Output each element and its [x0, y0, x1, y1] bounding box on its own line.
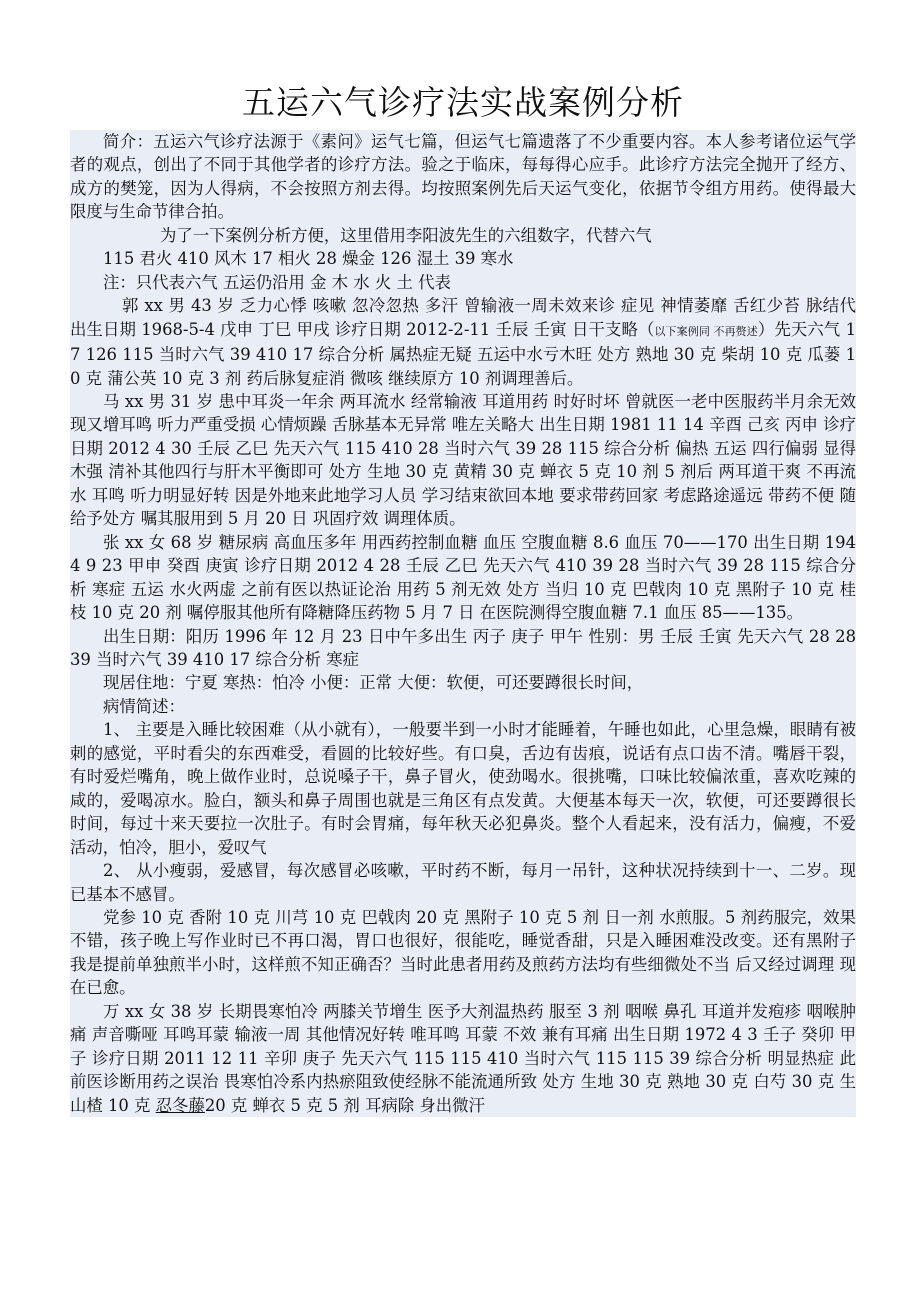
case-wan-underlined-herb: 忍冬藤	[155, 1095, 205, 1115]
case-guo-paragraph	[70, 294, 856, 390]
case-wan-paragraph	[70, 1000, 856, 1117]
five-phase-note-paragraph: 注：只代表六气 五运仍沿用 金 木 水 火 土 代表	[70, 271, 856, 294]
case-zhang-paragraph: 张 xx 女 68 岁 糖尿病 高血压多年 用西药控制血糖 血压 空腹血糖 8.6 血压 70——170 出生日期 1944 9 23 甲申 癸酉 庚寅 诊疗日期 2012 4 28 壬辰 乙巳 先天六气 410 39 28 当时六气 39 28 115 综合分析 寒症 五运 水火两虚 之前有医以热证论治 用药 5 剂无效 处方 当归 10 克 巴戟肉 10 克 黑附子 10 克 桂枝 10 克 20 剂 嘱停服其他所有降糖降压药物 5 月 7 日 在医院测得空腹血糖 7.1 血压 85——135。	[70, 531, 856, 625]
document-page	[70, 78, 856, 1117]
case-child-birth-paragraph: 出生日期：阳历 1996 年 12 月 23 日中午多出生 丙子 庚子 甲午 性别：男 壬辰 壬寅 先天六气 28 28 39 当时六气 39 410 17 综合分析 寒症	[70, 625, 856, 672]
case-guo-small-note: 以下案例同 不再赘述	[654, 324, 758, 338]
case-wan-text-part1: 万 xx 女 38 岁 长期畏寒怕冷 两膝关节增生 医予大剂温热药 服至 3 剂 咽喉 鼻孔 耳道并发疱疹 咽喉肿痛 声音嘶哑 耳鸣耳蒙 输液一周 其他情况好转 唯耳鸣 耳蒙 不效 兼有耳痛 出生日期 1972 4 3 壬子 癸卯 甲子 诊疗日期 2011 12 11 辛卯 庚子 先天六气 115 115 410 当时六气 115 115 39 综合分析 明显热症 此前医诊断用药之误治 畏寒怕冷系内热瘀阻致使经脉不能流通所致 处方 生地 30 克 熟地 30 克 白芍 30 克 生山楂 10 克	[70, 1001, 856, 1115]
case-guo-text-part1: 郭 xx 男 43 岁 乏力心悸 咳嗽 忽冷忽热 多汗 曾输液一周未效来诊 症见 神情萎靡 舌红少苔 脉结代 出生日期 1968-5-4 戊申 丁巳 甲戌 诊疗日期 2012-2-11 壬辰 壬寅 日干支略（	[70, 296, 856, 339]
six-qi-note-paragraph: 为了一下案例分析方便，这里借用李阳波先生的六组数字，代替六气	[70, 224, 856, 247]
case-child-summary-heading: 病情简述：	[70, 695, 856, 718]
case-guo-text-part2: ）先天六气 17 126 115 当时六气 39 410 17 综合分析 属热症无疑 五运中水亏木旺 处方 熟地 30 克 柴胡 10 克 瓜蒌 10 克 蒲公英 10 克 3 剂 药后脉复症消 微咳 继续原方 10 剂调理善后。	[70, 319, 857, 388]
case-child-symptoms-1: 1、 主要是入睡比较困难（从小就有），一般要半到一小时才能睡着，午睡也如此，心里急燥，眼睛有被刺的感觉，平时看尖的东西难受，看圆的比较好些。有口臭，舌边有齿痕，说话有点口齿不清。嘴唇干裂，有时爱烂嘴角，晚上做作业时，总说嗓子干，鼻子冒火，使劲喝水。很挑嘴，口味比较偏浓重，喜欢吃辣的咸的，爱喝凉水。脸白，额头和鼻子周围也就是三角区有点发黄。大便基本每天一次，软便，可还要蹲很长时间，每过十来天要拉一次肚子。有时会胃痛，每年秋天必犯鼻炎。整个人看起来，没有活力，偏瘦，不爱活动，怕冷，胆小，爱叹气	[70, 718, 856, 859]
intro-paragraph: 简介：五运六气诊疗法源于《素问》运气七篇，但运气七篇遗落了不少重要内容。本人参考诸位运气学者的观点，创出了不同于其他学者的诊疗方法。验之于临床，每每得心应手。此诊疗方法完全抛开了经方、成方的樊笼，因为人得病，不会按照方剂去得。均按照案例先后天运气变化，依据节令组方用药。使得最大限度与生命节律合拍。	[70, 130, 856, 224]
case-wan-text-part2: 20 克 蝉衣 5 克 5 剂 耳病除 身出微汗	[204, 1095, 485, 1115]
case-ma-paragraph: 马 xx 男 31 岁 患中耳炎一年余 两耳流水 经常输液 耳道用药 时好时坏 曾就医一老中医服药半月余无效 现又增耳鸣 听力严重受损 心情烦躁 舌脉基本无异常 唯左关略大 出生日期 1981 11 14 辛酉 己亥 丙申 诊疗日期 2012 4 30 壬辰 乙巳 先天六气 115 410 28 当时六气 39 28 115 综合分析 偏热 五运 四行偏弱 显得木强 清补其他四行与肝木平衡即可 处方 生地 30 克 黄精 30 克 蝉衣 5 克 10 剂 5 剂后 两耳道干爽 不再流水 耳鸣 听力明显好转 因是外地来此地学习人员 学习结束欲回本地 要求带药回家 考虑路途遥远 带药不便 随给予处方 嘱其服用到 5 月 20 日 巩固疗效 调理体质。	[70, 390, 856, 531]
case-child-prescription-paragraph: 党参 10 克 香附 10 克 川芎 10 克 巴戟肉 20 克 黑附子 10 克 5 剂 日一剂 水煎服。5 剂药服完，效果不错，孩子晚上写作业时已不再口渴，胃口也很好，很能吃，睡觉香甜，只是入睡困难没改变。还有黑附子我是提前单独煎半小时，这样煎不知正确否？当时此患者用药及煎药方法均有些细微处不当 后又经过调理 现在已愈。	[70, 906, 856, 1000]
document-title: 五运六气诊疗法实战案例分析	[242, 83, 684, 122]
case-child-residence-paragraph: 现居住地：宁夏 寒热：怕冷 小便：正常 大便：软便，可还要蹲很长时间，	[70, 671, 856, 694]
six-qi-codes-paragraph: 115 君火 410 风木 17 相火 28 燥金 126 湿土 39 寒水	[70, 247, 856, 270]
case-child-symptoms-2: 2、 从小瘦弱，爱感冒，每次感冒必咳嗽，平时药不断，每月一吊针，这种状况持续到十一、二岁。现已基本不感冒。	[70, 859, 856, 906]
